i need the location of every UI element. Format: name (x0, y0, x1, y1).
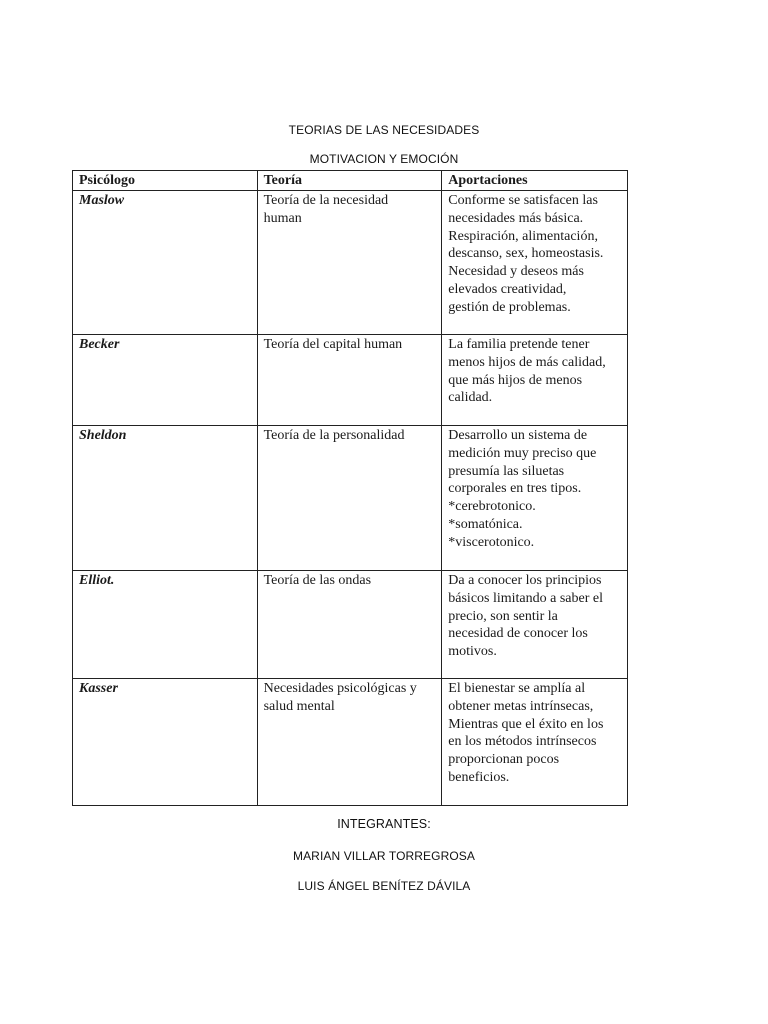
header-psychologist: Psicólogo (73, 171, 258, 191)
table-row (73, 571, 628, 679)
contribution-cell: Desarrollo un sistema de medición muy preciso que presumía las siluetas corporales en tres tipos. *cerebrotonico. *somatónica. *viscerotonico. (442, 426, 628, 571)
member-name: MARIAN VILLAR TORREGROSA (292, 849, 475, 863)
member-name: LUIS ÁNGEL BENÍTEZ DÁVILA (297, 879, 471, 893)
document-title: TEORIAS DE LAS NECESIDADES (288, 123, 480, 137)
psychologist-cell: Kasser (73, 679, 258, 806)
members-heading: INTEGRANTES: (337, 817, 431, 831)
header-contributions: Aportaciones (442, 171, 628, 191)
contribution-cell: Da a conocer los principios básicos limitando a saber el precio, son sentir la necesidad de conocer los motivos. (442, 571, 628, 679)
psychologist-cell: Sheldon (73, 426, 258, 571)
contribution-cell: Conforme se satisfacen las necesidades más básica. Respiración, alimentación, descanso, sex, homeostasis. Necesidad y deseos más elevados creatividad, gestión de problemas. (442, 191, 628, 335)
theory-cell: Teoría del capital human (257, 335, 442, 426)
document-subtitle: MOTIVACION Y EMOCIÓN (309, 152, 459, 166)
table-row (73, 191, 628, 335)
contribution-cell: La familia pretende tener menos hijos de más calidad, que más hijos de menos calidad. (442, 335, 628, 426)
psychologist-cell: Becker (73, 335, 258, 426)
table-row (73, 679, 628, 806)
contribution-cell: El bienestar se amplía al obtener metas intrínsecas, Mientras que el éxito en los en los métodos intrínsecos proporcionan pocos beneficios. (442, 679, 628, 806)
theories-table (72, 170, 628, 806)
psychologist-cell: Elliot. (73, 571, 258, 679)
psychologist-cell: Maslow (73, 191, 258, 335)
theory-cell: Necesidades psicológicas y salud mental (257, 679, 442, 806)
table-header-row (73, 171, 628, 191)
table-row (73, 426, 628, 571)
theory-cell: Teoría de las ondas (257, 571, 442, 679)
theory-cell: Teoría de la necesidad human (257, 191, 442, 335)
header-theory: Teoría (257, 171, 442, 191)
table-row (73, 335, 628, 426)
theory-cell: Teoría de la personalidad (257, 426, 442, 571)
